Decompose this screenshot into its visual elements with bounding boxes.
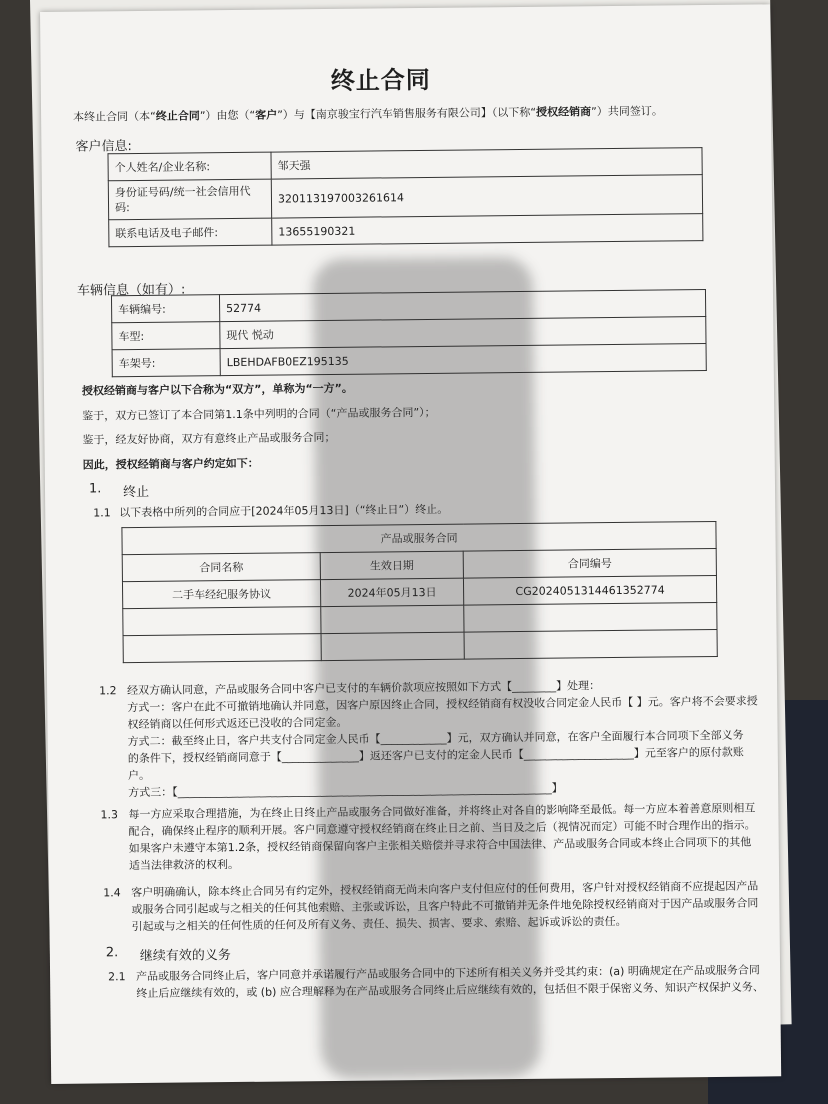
clause-1-2-line: 方式三：【____________________________________________________________________】 [128, 781, 563, 800]
clause-1-4-line: 引起或与之相关的任何性质的任何及所有义务、责任、损失、损害、要求、索赔、起诉或诉讼的责任。 [131, 914, 627, 934]
clause-1-3-line: 如果客户未遵守本第1.2条，授权经销商保留向客户主张相关赔偿并寻求符合中国法律、产品或服务合同或本终止合同项下的其他 [128, 835, 752, 856]
clause-1-4-line: 或服务合同引起或与之相关的任何其他索赔、主张或诉讼，且客户特此不可撤销并无条件地免除授权经销商对于因产品或服务合同 [131, 896, 759, 917]
document-title: 终止合同 [330, 65, 431, 95]
header-contract-number: 合同编号 [463, 548, 716, 578]
vehicle-model-label: 车型: [112, 322, 220, 350]
clause-1-2-line: 的条件下，授权经销商同意于【______________】返还客户已支付的定金人民币【____________________】元至客户的原付款账 [127, 745, 744, 766]
empty-cell [123, 607, 321, 636]
hand-shadow-overlay [313, 257, 542, 1079]
clause-2-1-line: 产品或服务合同终止后，客户同意并承诺履行产品或服务合同中的下述所有相关义务并受其约束：(a) 明确规定在产品或服务合同 [136, 963, 760, 984]
clause-1-3-number: 1.3 [100, 808, 118, 822]
clause-1-4-number: 1.4 [103, 886, 121, 900]
header-contract-name: 合同名称 [122, 553, 320, 582]
section-1-number: 1. [88, 481, 102, 497]
clause-1-2-line: 权经销商以任何形式返还已没收的合同定金。 [127, 715, 348, 732]
section-2-title: 继续有效的义务 [139, 948, 231, 965]
termination-contract-page [40, 4, 781, 1084]
clause-2-1-line: 终止后应继续有效的，或 (b) 应合理解释为在产品或服务合同终止后应继续有效的，包括但不限于保密义务、知识产权保护义务、 [136, 980, 764, 1001]
clause-1-2-line: 方式二：截至终止日，客户共支付合同定金人民币【____________】元，双方确认并同意，在客户全面履行本合同项下全部义务 [127, 728, 744, 749]
customer-name-value: 邹天强 [271, 148, 702, 180]
contract-number-cell: CG2024051314461352774 [463, 575, 716, 605]
clause-1-2-line: 方式一：客户在此不可撤销地确认并同意，因客户原因终止合同，授权经销商有权没收合同定金人民币【 】元。客户将不会要求授 [127, 694, 758, 715]
table-row [108, 175, 702, 220]
therefore-clause: 因此，授权经销商与客户约定如下： [82, 456, 259, 472]
vehicle-number-value: 52774 [219, 290, 705, 322]
contract-table-caption: 产品或服务合同 [122, 521, 716, 554]
parties-definition: 授权经销商与客户以下合称为“双方”，单称为“一方”。 [81, 381, 353, 398]
intro-paragraph: 本终止合同（本“终止合同”）由您（“客户”）与【南京骏宝行汽车销售服务有限公司】（以下称“授权经销商”）共同签订。 [73, 104, 663, 124]
clause-1-3-line: 配合，确保终止程序的顺利开展。客户同意遵守授权经销商在终止日之前、当日及之后（视情况而定）可能不时合理作出的指示。 [128, 818, 756, 839]
vehicle-model-value: 现代 悦动 [220, 317, 706, 349]
clause-1-1-number: 1.1 [93, 506, 111, 520]
customer-id-label: 身份证号码/统一社会信用代码: [108, 179, 271, 220]
section-2-number: 2. [105, 945, 119, 961]
section-1-title: 终止 [122, 484, 150, 501]
clause-2-1-number: 2.1 [108, 970, 126, 984]
empty-cell [123, 634, 321, 663]
whereas-clause-1: 鉴于，双方已签订了本合同第1.1条中列明的合同（“产品或服务合同”）； [82, 405, 436, 423]
clause-1-1-text: 以下表格中所列的合同应于[2024年05月13日]（“终止日”）终止。 [119, 502, 449, 520]
customer-contact-value: 13655190321 [272, 214, 703, 246]
header-effective-date: 生效日期 [320, 551, 463, 579]
customer-info-heading: 客户信息: [75, 139, 132, 155]
table-row [109, 214, 703, 247]
clause-1-3-line: 每一方应采取合理措施，为在终止日终止产品或服务合同做好准备，并将终止对各自的影响降至最低。每一方应本着善意原则相互 [128, 801, 756, 822]
customer-info-table [107, 147, 703, 247]
vehicle-vin-value: LBEHDAFB0EZ195135 [220, 344, 706, 376]
clause-1-2-number: 1.2 [99, 684, 117, 698]
customer-contact-label: 联系电话及电子邮件: [109, 218, 272, 247]
vehicle-vin-label: 车架号: [112, 349, 220, 377]
clause-1-2-line: 户。 [127, 768, 151, 783]
whereas-clause-2: 鉴于，经友好协商，双方有意终止产品或服务合同； [82, 430, 336, 447]
customer-id-value: 320113197003261614 [271, 175, 702, 219]
clause-1-3-line: 适当法律救济的权利。 [128, 857, 240, 873]
clause-1-4-line: 客户明确确认，除本终止合同另有约定外，授权经销商无尚未向客户支付但应付的任何费用，客户针对授权经销商不应提起因产品 [131, 879, 759, 900]
effective-date-cell: 2024年05月13日 [320, 578, 463, 606]
contract-name-cell: 二手车经纪服务协议 [122, 580, 320, 609]
clause-1-2-line: 经双方确认同意，产品或服务合同中客户已支付的车辆价款项应按照如下方式【________】处理： [127, 679, 601, 698]
customer-name-label: 个人姓名/企业名称: [108, 152, 271, 181]
vehicle-info-heading: 车辆信息（如有）: [76, 282, 186, 299]
vehicle-number-label: 车辆编号: [111, 295, 219, 323]
